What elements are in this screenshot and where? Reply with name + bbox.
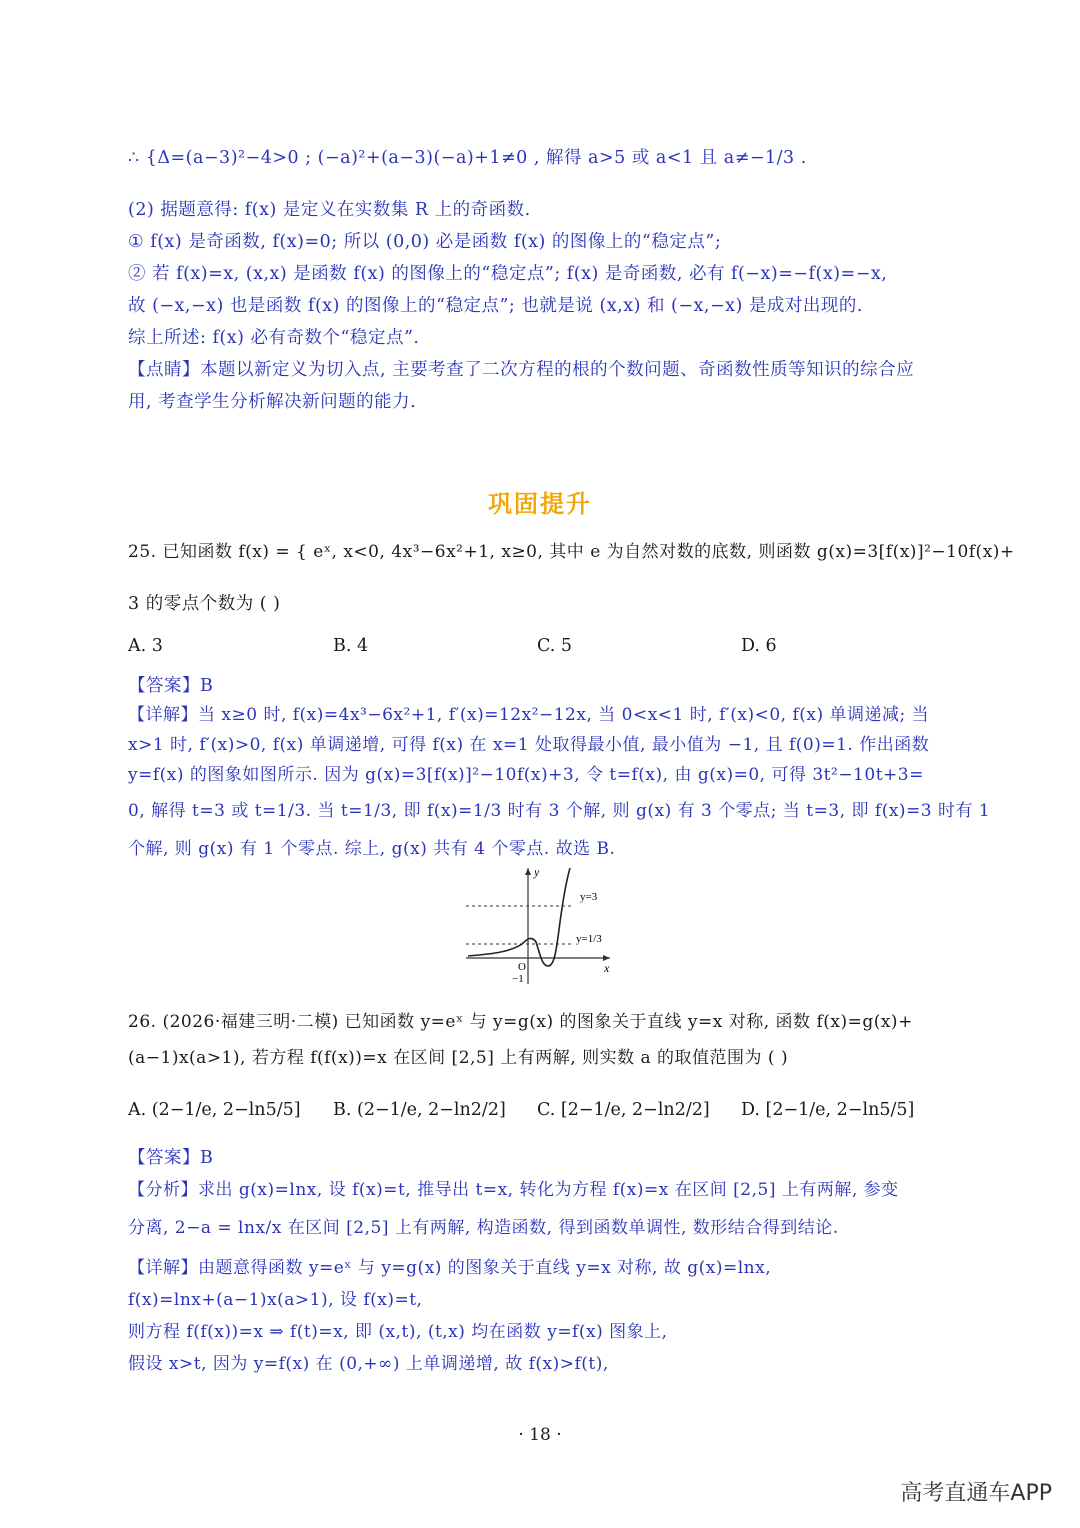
section-title: 巩固提升: [488, 490, 592, 518]
q25-option-b: B. 4: [333, 636, 369, 656]
solution-line-3: ① f(x) 是奇函数, f(x)=0; 所以 (0,0) 必是函数 f(x) 的图像上的“稳定点”;: [128, 232, 722, 252]
q26-analysis-line-1: 【分析】求出 g(x)=lnx, 设 f(x)=t, 推导出 t=x, 转化为方程 f(x)=x 在区间 [2,5] 上有两解, 参变: [128, 1180, 899, 1200]
q26-detail-line-2: f(x)=lnx+(a−1)x(a>1), 设 f(x)=t,: [128, 1290, 423, 1310]
origin-label: O: [518, 961, 526, 973]
y-axis-label: y: [534, 865, 540, 879]
solution-line-4: ② 若 f(x)=x, (x,x) 是函数 f(x) 的图像上的“稳定点”; f(x) 是奇函数, 必有 f(−x)=−f(x)=−x,: [128, 264, 888, 284]
solution-line-1: ∴ {Δ=(a−3)²−4>0 ; (−a)²+(a−3)(−a)+1≠0 , 解得 a>5 或 a<1 且 a≠−1/3 .: [128, 148, 807, 168]
q26-option-a: A. (2−1/e, 2−ln5/5]: [128, 1100, 301, 1120]
comment-line-1: 【点睛】本题以新定义为切入点, 主要考查了二次方程的根的个数问题、奇函数性质等知识的综合应: [128, 360, 915, 380]
neg-one-label: −1: [512, 973, 524, 985]
q26-option-b: B. (2−1/e, 2−ln2/2]: [333, 1100, 506, 1120]
q26-answer: 【答案】B: [128, 1148, 214, 1168]
q25-option-c: C. 5: [537, 636, 573, 656]
q25-stem-line-2: 3 的零点个数为 ( ): [128, 594, 281, 614]
q25-detail-line-3: y=f(x) 的图象如图所示. 因为 g(x)=3[f(x)]²−10f(x)+3, 令 t=f(x), 由 g(x)=0, 可得 3t²−10t+3=: [128, 765, 924, 785]
q26-detail-line-1: 【详解】由题意得函数 y=eˣ 与 y=g(x) 的图象关于直线 y=x 对称, 故 g(x)=lnx,: [128, 1258, 772, 1278]
q26-option-d: D. [2−1/e, 2−ln5/5]: [741, 1100, 915, 1120]
page-number: · 18 ·: [518, 1425, 562, 1445]
x-axis-label: x: [604, 961, 610, 975]
function-curve: [468, 868, 570, 966]
q26-detail-line-3: 则方程 f(f(x))=x ⇒ f(t)=x, 即 (x,t), (t,x) 均在函数 y=f(x) 图象上,: [128, 1322, 668, 1342]
y13-label: y=1/3: [576, 933, 602, 945]
q25-option-d: D. 6: [741, 636, 777, 656]
q26-option-c: C. [2−1/e, 2−ln2/2]: [537, 1100, 710, 1120]
function-graph: [462, 862, 622, 992]
q25-detail-line-1: 【详解】当 x≥0 时, f(x)=4x³−6x²+1, f′(x)=12x²−12x, 当 0<x<1 时, f′(x)<0, f(x) 单调递减; 当: [128, 705, 930, 725]
solution-line-5: 故 (−x,−x) 也是函数 f(x) 的图像上的“稳定点”; 也就是说 (x,x) 和 (−x,−x) 是成对出现的.: [128, 296, 863, 316]
q25-detail-line-4: 0, 解得 t=3 或 t=1/3. 当 t=1/3, 即 f(x)=1/3 时有 3 个解, 则 g(x) 有 3 个零点; 当 t=3, 即 f(x)=3 时有 1: [128, 801, 991, 821]
solution-line-6: 综上所述: f(x) 必有奇数个“稳定点”.: [128, 328, 420, 348]
q25-option-a: A. 3: [128, 636, 163, 656]
q25-answer: 【答案】B: [128, 676, 214, 696]
q26-detail-line-4: 假设 x>t, 因为 y=f(x) 在 (0,+∞) 上单调递增, 故 f(x)>f(t),: [128, 1354, 609, 1374]
comment-line-2: 用, 考查学生分析解决新问题的能力.: [128, 392, 417, 412]
y-axis-arrow: [525, 868, 531, 875]
q25-detail-line-5: 个解, 则 g(x) 有 1 个零点. 综上, g(x) 共有 4 个零点. 故选 B.: [128, 839, 616, 859]
watermark: 高考直通车APP: [900, 1481, 1052, 1506]
q26-analysis-line-2: 分离, 2−a = lnx/x 在区间 [2,5] 上有两解, 构造函数, 得到函数单调性, 数形结合得到结论.: [128, 1218, 839, 1238]
q25-detail-line-2: x>1 时, f′(x)>0, f(x) 单调递增, 可得 f(x) 在 x=1 处取得最小值, 最小值为 −1, 且 f(0)=1. 作出函数: [128, 735, 930, 755]
q26-stem-line-1: 26. (2026·福建三明·二模) 已知函数 y=eˣ 与 y=g(x) 的图象关于直线 y=x 对称, 函数 f(x)=g(x)+: [128, 1012, 913, 1032]
q26-stem-line-2: (a−1)x(a>1), 若方程 f(f(x))=x 在区间 [2,5] 上有两解, 则实数 a 的取值范围为 ( ): [128, 1048, 789, 1068]
y3-label: y=3: [580, 891, 598, 903]
q25-stem-line-1: 25. 已知函数 f(x) = { eˣ, x<0, 4x³−6x²+1, x≥0, 其中 e 为自然对数的底数, 则函数 g(x)=3[f(x)]²−10f(x)+: [128, 542, 1015, 562]
solution-line-2: (2) 据题意得: f(x) 是定义在实数集 R 上的奇函数.: [128, 200, 531, 220]
